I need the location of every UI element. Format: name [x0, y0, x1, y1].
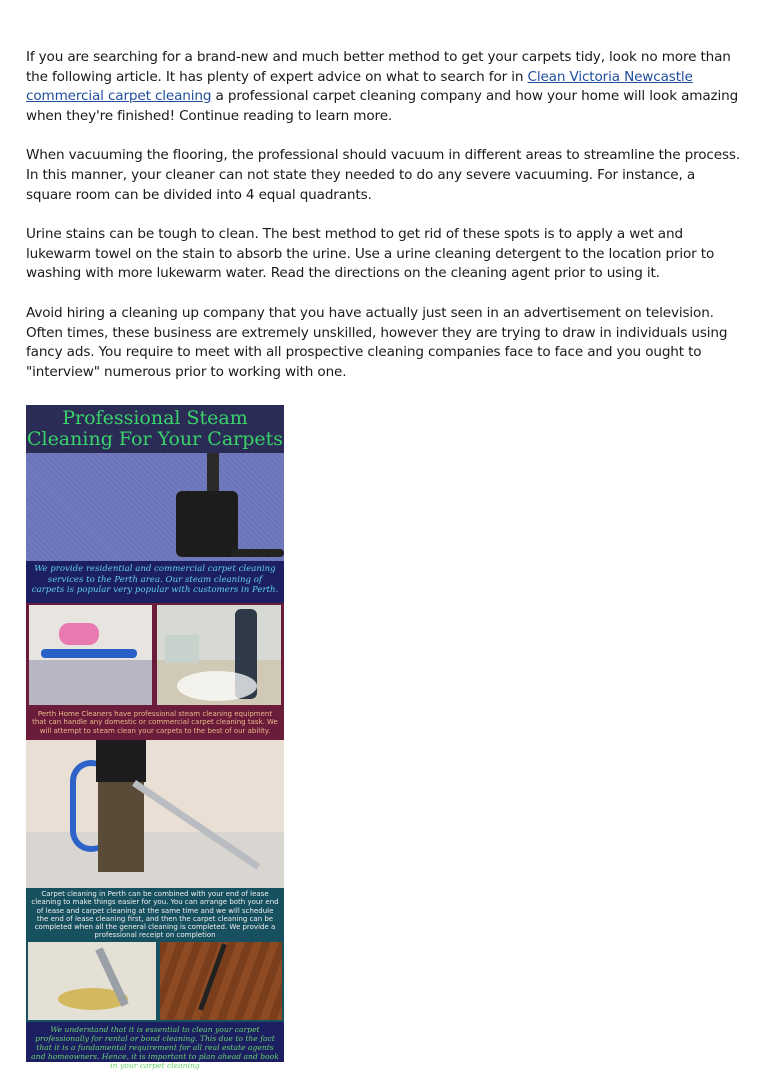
- article-body: [26, 48, 742, 402]
- paragraph-intro: [26, 48, 742, 126]
- upholstery-cleaning-photo: [29, 605, 152, 705]
- infographic-text-end-of-lease: Carpet cleaning in Perth can be combined with your end of lease cleaning to make things easier for you. You can arrange both your end of lease and carpet cleaning at the same time and we will schedule the end of lease cleaning first, and then the carpet cleaning can be completed when all the general cleaning is completed. We provide a professional receipt on completion: [26, 888, 284, 940]
- infographic-title: Professional Steam Cleaning For Your Carpets: [26, 405, 284, 453]
- steam-cleaning-photo: [157, 605, 281, 705]
- vacuum-pipe: [207, 453, 219, 493]
- worker-torso: [96, 740, 146, 782]
- intro-text-before: If you are searching for a brand-new and much better method to get your carpets tidy, look no more than the following article. It has plenty of expert advice on what to search for in: [26, 49, 731, 85]
- article-link[interactable]: Clean Victoria Newcastle commercial carpet cleaning: [26, 68, 693, 105]
- office-counter: [165, 635, 199, 663]
- vacuum-cord: [231, 549, 284, 557]
- paragraph-urine-stains: Urine stains can be tough to clean. The best method to get rid of these spots is to apply a wet and lukewarm towel on the stain to absorb the urine. Use a urine cleaning detergent to the location prior to washing with more lukewarm water. Read the directions on the cleaning agent prior to using it.: [26, 226, 715, 282]
- paragraph-vacuuming: When vacuuming the flooring, the professional should vacuum in different areas to streamline the process. In this manner, your cleaner can not state they needed to do any severe vacuuming. For instance, a square room can be divided into 4 equal quadrants.: [26, 147, 741, 203]
- vacuum-head: [176, 491, 238, 557]
- carpet-wand-photo: [26, 740, 284, 888]
- mop-handle: [198, 943, 227, 1010]
- floor-mop-photo: [160, 942, 282, 1020]
- pink-glove: [59, 623, 99, 645]
- paragraph-hiring: Avoid hiring a cleaning up company that you have actually just seen in an advertisement on television. Often times, these business are extremely unskilled, however they are trying to draw in individuals using fancy ads. You require to meet with all prospective cleaning companies face to face and you ought to "interview" numerous prior to working with one.: [26, 304, 728, 380]
- stain-cleaning-photo: [28, 942, 156, 1020]
- infographic-text-services: We provide residential and commercial carpet cleaning services to the Perth area. Our steam cleaning of carpets is popular very popular with customers in Perth.: [26, 561, 284, 603]
- infographic-text-equipment: Perth Home Cleaners have professional steam cleaning equipment that can handle any domestic or commercial carpet cleaning task. We will attempt to steam clean your carpets to the best of our ability.: [26, 708, 284, 740]
- cleaning-wand: [41, 649, 137, 658]
- intro-text-after: a professional carpet cleaning company and how your home will look amazing when they're finished! Continue reading to learn more.: [26, 88, 739, 124]
- photo-row-bottom: [26, 940, 284, 1022]
- carpet-vacuum-photo: [26, 453, 284, 561]
- worker-legs: [98, 782, 144, 872]
- steam-wand: [132, 780, 260, 870]
- infographic-text-bond-cleaning: We understand that it is essential to clean your carpet professionally for rental or bond cleaning. This due to the fact that it is a fundamental requirement for all real estate agents and homeowners. Hence, it is important to plan ahead and book in your carpet cleaning: [26, 1022, 284, 1062]
- carpet-cleaning-infographic: [26, 405, 284, 1070]
- photo-row-top: [26, 603, 284, 708]
- steam-cloud: [177, 671, 257, 701]
